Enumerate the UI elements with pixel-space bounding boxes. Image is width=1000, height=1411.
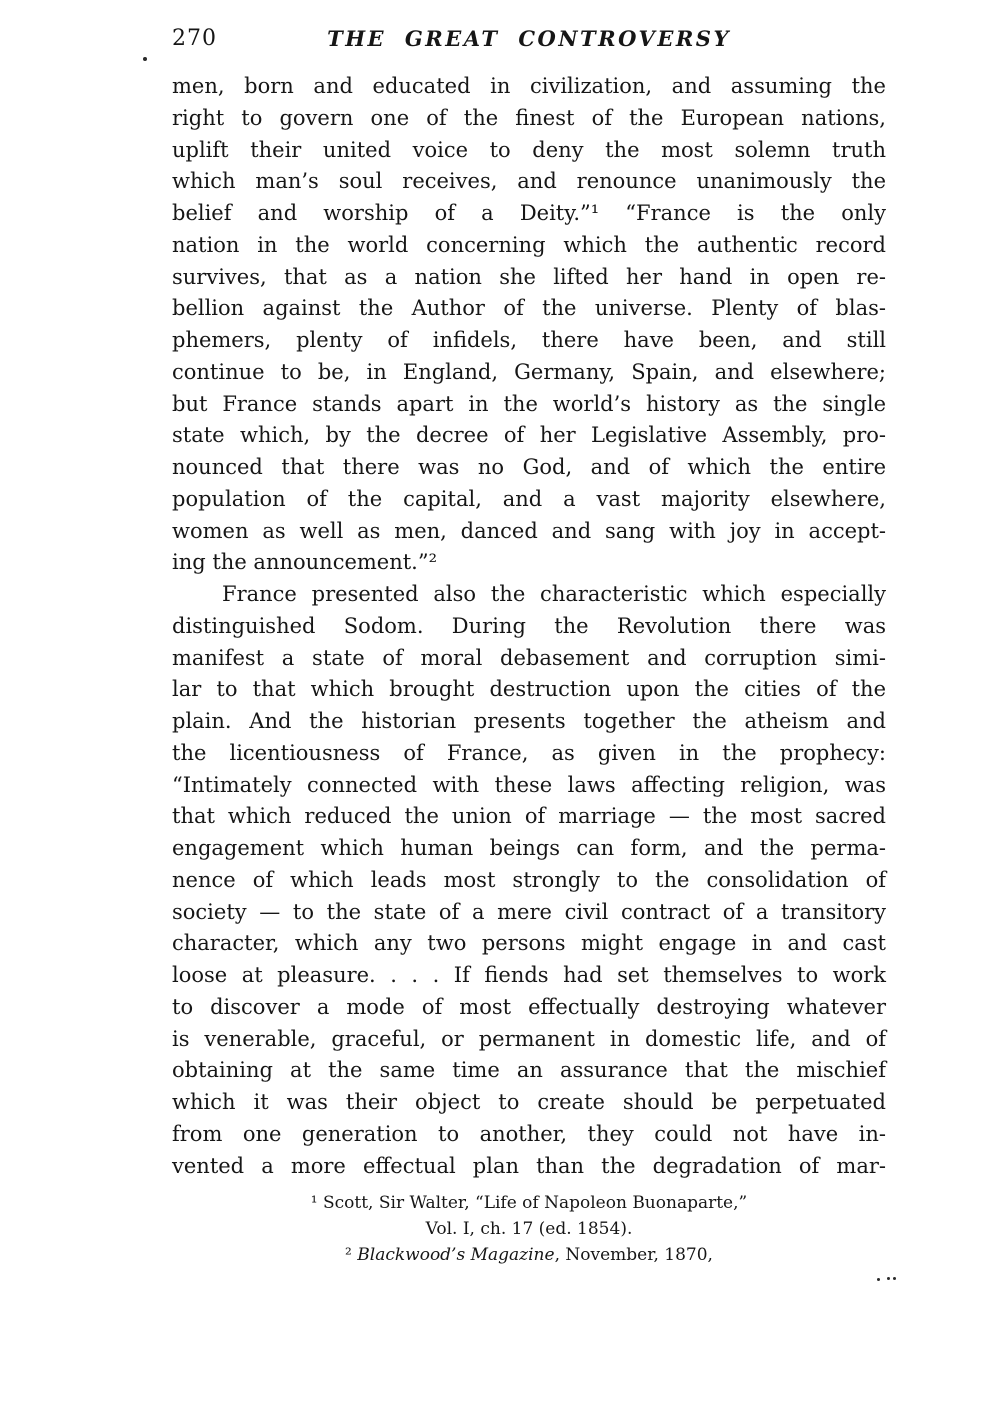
text-line: character, which any two persons might engage in and cast bbox=[172, 931, 886, 956]
text-line: manifest a state of moral debasement and corruption simi- bbox=[172, 645, 886, 670]
paragraph bbox=[172, 579, 886, 1182]
text-line: loose at pleasure. . . . If fiends had set themselves to work bbox=[172, 963, 886, 987]
scan-speckle bbox=[877, 1278, 880, 1281]
body-text bbox=[172, 71, 886, 1182]
text-line: society — to the state of a mere civil contract of a transitory bbox=[172, 899, 886, 924]
text-line: belief and worship of a Deity.”¹ “France is the only bbox=[172, 201, 886, 225]
text-line: population of the capital, and a vast majority elsewhere, bbox=[172, 486, 886, 511]
text-line: ing the announcement.”² bbox=[172, 550, 438, 575]
text-line: that which reduced the union of marriage — the most sacred bbox=[172, 804, 886, 829]
text-line: France presented also the characteristic which especially bbox=[222, 582, 886, 606]
text-line: bellion against the Author of the universe. Plenty of blas- bbox=[172, 296, 886, 321]
text-line: uplift their united voice to deny the most solemn truth bbox=[172, 137, 886, 162]
text-line: engagement which human beings can form, and the perma- bbox=[172, 836, 886, 860]
footnote-line bbox=[172, 1242, 886, 1268]
text-line: the licentiousness of France, as given in the prophecy: bbox=[172, 740, 886, 765]
paragraph bbox=[172, 71, 886, 579]
text-line: men, born and educated in civilization, and assuming the bbox=[172, 74, 886, 98]
text-line: vented a more effectual plan than the degradation of mar- bbox=[172, 1153, 886, 1178]
text-line: survives, that as a nation she lifted her hand in open re- bbox=[172, 264, 886, 289]
footnote-marker: ² bbox=[345, 1245, 358, 1265]
text-line: which man’s soul receives, and renounce unanimously the bbox=[172, 169, 886, 194]
text-line: nence of which leads most strongly to the consolidation of bbox=[172, 867, 886, 892]
text-line: continue to be, in England, Germany, Spain, and elsewhere; bbox=[172, 359, 886, 384]
footnote-source-title: Blackwood’s Magazine bbox=[357, 1245, 555, 1265]
scan-speckle bbox=[143, 57, 147, 61]
footnote-line: ¹ Scott, Sir Walter, “Life of Napoleon Buonaparte,” bbox=[310, 1193, 748, 1213]
text-line: is venerable, graceful, or permanent in domestic life, and of bbox=[172, 1026, 886, 1051]
text-line: nation in the world concerning which the authentic record bbox=[172, 232, 886, 257]
text-line: nounced that there was no God, and of which the entire bbox=[172, 455, 886, 479]
scan-speckle bbox=[887, 1277, 890, 1280]
page-number: 270 bbox=[172, 26, 217, 51]
text-line: lar to that which brought destruction upon the cities of the bbox=[172, 677, 886, 702]
text-line: to discover a mode of most effectually destroying whatever bbox=[172, 994, 886, 1019]
text-line: right to govern one of the finest of the European nations, bbox=[172, 105, 886, 130]
text-line: obtaining at the same time an assurance that the mischief bbox=[172, 1058, 886, 1083]
text-line: but France stands apart in the world’s history as the single bbox=[172, 391, 886, 416]
page-header bbox=[172, 26, 886, 56]
text-line: state which, by the decree of her Legislative Assembly, pro- bbox=[172, 423, 886, 448]
text-line: distinguished Sodom. During the Revolution there was bbox=[172, 613, 886, 638]
text-line: women as well as men, danced and sang with joy in accept- bbox=[172, 518, 886, 543]
text-line: “Intimately connected with these laws affecting religion, was bbox=[172, 772, 886, 797]
text-line: from one generation to another, they could not have in- bbox=[172, 1121, 886, 1146]
text-line: plain. And the historian presents together the atheism and bbox=[172, 709, 886, 733]
scan-speckle bbox=[893, 1277, 896, 1280]
running-title: THE GREAT CONTROVERSY bbox=[327, 26, 731, 51]
text-line: phemers, plenty of infidels, there have been, and still bbox=[172, 328, 886, 352]
footnote-line: Vol. I, ch. 17 (ed. 1854). bbox=[425, 1219, 633, 1239]
footnote-source-date: , November, 1870, bbox=[554, 1245, 713, 1265]
footnotes bbox=[172, 1190, 886, 1268]
text-line: which it was their object to create should be perpetuated bbox=[172, 1090, 886, 1114]
